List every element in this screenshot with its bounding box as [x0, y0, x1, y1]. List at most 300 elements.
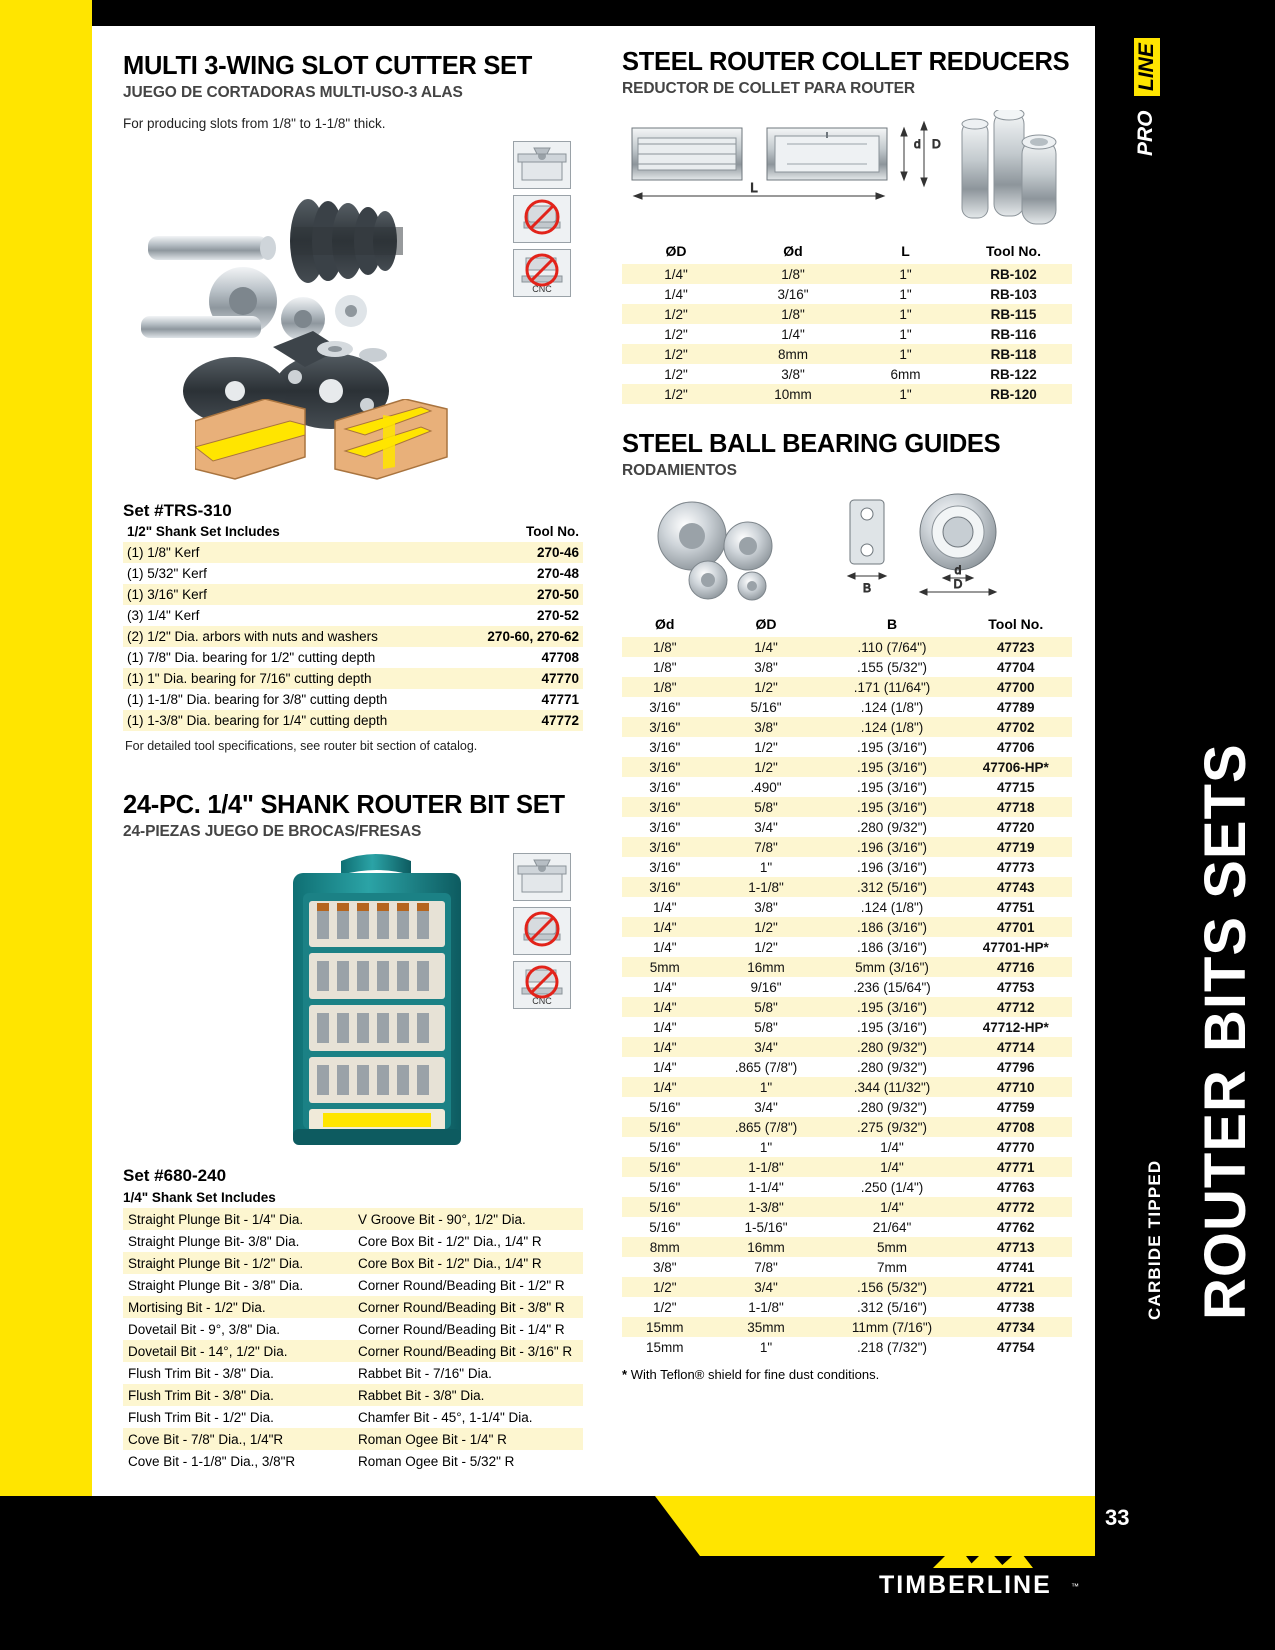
cell-tool: 47702 — [960, 717, 1073, 737]
table-row — [622, 304, 1072, 324]
cell: 1-1/8" — [748, 1299, 784, 1315]
row-desc: (2) 1/2" Dia. arbors with nuts and washers — [123, 626, 458, 647]
cell: 3/16" — [622, 757, 708, 777]
row-desc: (1) 1/8" Kerf — [123, 542, 458, 563]
cell-tool: 47771 — [960, 1157, 1073, 1177]
cell: .156 (5/32") — [825, 1277, 960, 1297]
left-column — [123, 52, 583, 1472]
table-row — [622, 1097, 1072, 1117]
cell: 1/4" — [652, 939, 677, 955]
table-row — [123, 647, 583, 668]
table-row — [622, 717, 1072, 737]
table-row — [622, 1277, 1072, 1297]
section-tab-title: ROUTER BITS SETS — [1193, 743, 1258, 1320]
bearing-guides-title-es: RODAMIENTOS — [622, 462, 737, 479]
cell-tool: 47704 — [996, 659, 1035, 675]
cell: 5/8" — [754, 1019, 778, 1035]
table-row — [123, 689, 583, 710]
bit-set-24-title: 24-PC. 1/4" SHANK ROUTER BIT SET — [123, 791, 565, 819]
slot-cutter-title: MULTI 3-WING SLOT CUTTER SET — [123, 52, 533, 80]
cell: .124 (1/8") — [860, 699, 924, 715]
list-item: Flush Trim Bit - 1/2" Dia. — [128, 1409, 274, 1425]
cell: 3/16" — [649, 819, 681, 835]
cell: 1-1/8" — [708, 877, 825, 897]
cell: 5/16" — [622, 1157, 708, 1177]
table-row — [622, 757, 1072, 777]
cell: .124 (1/8") — [825, 717, 960, 737]
list-item: Corner Round/Beading Bit - 3/8" R — [353, 1296, 583, 1318]
cell-tool: 47759 — [996, 1099, 1035, 1115]
cell: 1/8" — [622, 677, 708, 697]
row-desc: (1) 7/8" Dia. bearing for 1/2" cutting depth — [127, 650, 376, 665]
footnote-asterisk: * — [622, 1367, 628, 1382]
cell: .865 (7/8") — [708, 1117, 825, 1137]
section-tab-subtitle: CARBIDE TIPPED — [1145, 1159, 1164, 1320]
list-item: V Groove Bit - 90°, 1/2" Dia. — [353, 1208, 583, 1230]
table-row — [622, 1157, 1072, 1177]
table-row — [622, 777, 1072, 797]
table-row — [622, 1117, 1072, 1137]
cell-tool: 47741 — [996, 1259, 1035, 1275]
trs310-set-title: Set #TRS-310 — [123, 501, 232, 520]
row-tool: 270-48 — [536, 566, 579, 581]
cell: 1" — [708, 1077, 825, 1097]
cell: 1" — [759, 1139, 773, 1155]
cell: 1/2" — [622, 384, 730, 404]
cell: .195 (3/16") — [856, 1019, 928, 1035]
row-desc: (1) 1" Dia. bearing for 7/16" cutting depth — [123, 668, 458, 689]
collet-reducers-title: STEEL ROUTER COLLET REDUCERS — [622, 48, 1070, 76]
table-row — [622, 384, 1072, 404]
trs310-tool-header: Tool No. — [526, 524, 579, 539]
cell: 3/16" — [622, 877, 708, 897]
svg-text:CNC: CNC — [532, 996, 552, 1006]
list-item: Core Box Bit - 1/2" Dia., 1/4" R — [353, 1252, 583, 1274]
cell: 1/4" — [652, 1019, 677, 1035]
cell: 1/4" — [880, 1139, 904, 1155]
no-cnc-glyph — [514, 250, 570, 296]
row-tool: 270-46 — [458, 542, 583, 563]
slot-cutter-note: For producing slots from 1/8" to 1-1/8" thick. — [123, 116, 386, 131]
cell: 3/4" — [754, 1099, 778, 1115]
col-od-small: Ød — [655, 616, 675, 632]
cell: 1/8" — [652, 659, 677, 675]
cell-tool: 47743 — [960, 877, 1073, 897]
list-item: Straight Plunge Bit- 3/8" Dia. — [128, 1233, 300, 1249]
list-item: Cove Bit - 7/8" Dia., 1/4"R — [123, 1428, 353, 1450]
row-tool: 47771 — [541, 692, 579, 707]
page-number: 33 — [1105, 1505, 1130, 1530]
cell: .312 (5/16") — [825, 877, 960, 897]
cell-tool: 47796 — [996, 1059, 1035, 1075]
slot-cutter-image — [123, 131, 583, 511]
no-handheld-glyph — [514, 908, 570, 954]
usage-icons-slot-cutter — [513, 141, 573, 303]
table-row — [622, 857, 1072, 877]
list-item: Rabbet Bit - 7/16" Dia. — [358, 1365, 492, 1381]
trs310-table — [123, 521, 583, 731]
table-row — [123, 668, 583, 689]
list-item: Corner Round/Beading Bit - 1/4" R — [358, 1321, 565, 1337]
list-item: Flush Trim Bit - 3/8" Dia. — [128, 1365, 274, 1381]
cell: 1" — [759, 1339, 773, 1355]
cell: 1/4" — [781, 326, 805, 342]
cell-tool: 47751 — [996, 899, 1035, 915]
cell: 10mm — [730, 384, 856, 404]
no-handheld-router-icon — [513, 907, 571, 955]
cell: 1/2" — [754, 739, 778, 755]
list-item: Cove Bit - 1-1/8" Dia., 3/8"R — [128, 1453, 296, 1469]
table-row — [622, 817, 1072, 837]
cell: 3/8" — [708, 717, 825, 737]
table-row — [123, 626, 583, 647]
bearing-guides-table — [622, 613, 1072, 1357]
cell-tool: 47710 — [960, 1077, 1073, 1097]
svg-text:L: L — [750, 180, 758, 195]
cell: .275 (9/32") — [825, 1117, 960, 1137]
cell: 1/4" — [652, 1059, 677, 1075]
svg-text:d: d — [954, 563, 962, 577]
table-row — [123, 605, 583, 626]
router-table-glyph — [514, 854, 570, 900]
cell: 8mm — [730, 344, 856, 364]
table-row — [622, 324, 1072, 344]
collet-reducers-title-es: REDUCTOR DE COLLET PARA ROUTER — [622, 80, 915, 97]
slot-cutter-title-es: JUEGO DE CORTADORAS MULTI-USO-3 ALAS — [123, 84, 463, 101]
cell: 6mm — [890, 366, 921, 382]
cell: .280 (9/32") — [856, 1059, 928, 1075]
trs310-fineprint: For detailed tool specifications, see router bit section of catalog. — [125, 739, 478, 753]
cell: 3/8" — [754, 899, 778, 915]
cell-tool: 47734 — [960, 1317, 1073, 1337]
cell: 5/8" — [708, 997, 825, 1017]
cell-tool: 47754 — [996, 1339, 1035, 1355]
cell: 21/64" — [872, 1219, 912, 1235]
table-row — [622, 737, 1072, 757]
table-row — [622, 1057, 1072, 1077]
no-cnc-icon — [513, 961, 571, 1009]
col-tool-no: Tool No. — [988, 616, 1044, 632]
cell: 1/2" — [622, 344, 730, 364]
cell-tool: 47718 — [960, 797, 1073, 817]
table-row — [622, 1197, 1072, 1217]
row-desc: (1) 1-3/8" Dia. bearing for 1/4" cutting depth — [123, 710, 458, 731]
table-row — [622, 657, 1072, 677]
table-row — [622, 1037, 1072, 1057]
cell: 3/16" — [622, 797, 708, 817]
cell-tool: 47708 — [960, 1117, 1073, 1137]
cell: 5/16" — [649, 1219, 681, 1235]
table-row — [622, 877, 1072, 897]
table-row — [622, 1077, 1072, 1097]
collet-diagram-svg — [622, 110, 1072, 230]
cell: 5/16" — [622, 1197, 708, 1217]
list-item: Corner Round/Beading Bit - 1/2" R — [358, 1277, 565, 1293]
cell-tool: 47738 — [996, 1299, 1035, 1315]
list-item: Straight Plunge Bit - 1/4" Dia. — [123, 1208, 353, 1230]
cell: 1" — [899, 286, 912, 302]
cell: 3/16" — [649, 739, 681, 755]
cell: 5/16" — [750, 699, 782, 715]
cell-tool: 47720 — [996, 819, 1035, 835]
cell: .344 (11/32") — [825, 1077, 960, 1097]
table-row — [622, 897, 1072, 917]
cell: .236 (15/64") — [853, 979, 931, 995]
list-item: Chamfer Bit - 45°, 1-1/4" Dia. — [358, 1409, 533, 1425]
svg-text:CNC: CNC — [532, 284, 552, 294]
cell-tool: 47712-HP* — [982, 1019, 1049, 1035]
cell-tool: RB-102 — [955, 264, 1072, 284]
bit-set-24-block — [123, 791, 583, 1472]
cell: 3/16" — [649, 859, 681, 875]
cell: 1/4" — [664, 286, 688, 302]
router-table-icon — [513, 141, 571, 189]
cell: 1/2" — [664, 326, 688, 342]
table-row — [622, 1137, 1072, 1157]
no-cnc-icon — [513, 249, 571, 297]
cell: 3/4" — [708, 1037, 825, 1057]
cell: 8mm — [622, 1237, 708, 1257]
cell: 3/8" — [754, 659, 778, 675]
col-l: L — [901, 243, 910, 259]
cell: 5mm (3/16") — [825, 957, 960, 977]
cell-tool: 47763 — [996, 1179, 1035, 1195]
cell-tool: 47770 — [996, 1139, 1035, 1155]
cell: 1/4" — [652, 979, 677, 995]
bearing-guides-block — [622, 430, 1072, 1382]
bit-set-24-image — [123, 841, 583, 1166]
row-tool: 47708 — [541, 650, 579, 665]
slot-cutter-photo — [123, 141, 483, 441]
bearings-photo — [622, 488, 1072, 608]
list-item: Rabbet Bit - 3/8" Dia. — [353, 1384, 583, 1406]
router-table-glyph — [514, 142, 570, 188]
cell: 1/4" — [622, 917, 708, 937]
cell: .195 (3/16") — [856, 739, 928, 755]
table-row — [622, 1217, 1072, 1237]
cell: .196 (3/16") — [825, 837, 960, 857]
cell: .280 (9/32") — [856, 819, 928, 835]
cell: 16mm — [708, 1237, 825, 1257]
router-table-icon — [513, 853, 571, 901]
table-row — [622, 937, 1072, 957]
cell: 3/16" — [777, 286, 809, 302]
cell: 1/4" — [622, 264, 730, 284]
col-od-small: Ød — [783, 243, 803, 259]
row-tool: 47772 — [458, 710, 583, 731]
cell-tool: 47716 — [960, 957, 1073, 977]
cell-tool: 47701-HP* — [982, 939, 1049, 955]
cell: 1" — [856, 344, 955, 364]
cell: 1/8" — [730, 304, 856, 324]
bit-set-24-set-sub: 1/4" Shank Set Includes — [123, 1190, 276, 1205]
cell-tool: RB-103 — [990, 286, 1037, 302]
svg-text:d: d — [914, 137, 921, 151]
cell: .110 (7/64") — [825, 637, 960, 657]
cell: 7mm — [877, 1259, 907, 1275]
cell: .280 (9/32") — [856, 1099, 928, 1115]
cell: 1/4" — [825, 1197, 960, 1217]
cell: .195 (3/16") — [856, 779, 928, 795]
list-item: Flush Trim Bit - 3/8" Dia. — [123, 1384, 353, 1406]
list-item: Dovetail Bit - 9°, 3/8" Dia. — [128, 1321, 281, 1337]
table-row — [622, 1177, 1072, 1197]
table-row — [123, 563, 583, 584]
table-row — [622, 917, 1072, 937]
list-item: Straight Plunge Bit - 1/2" Dia. — [123, 1252, 353, 1274]
table-row — [622, 1237, 1072, 1257]
trs310-sub-label: 1/2" Shank Set Includes — [127, 524, 280, 539]
cell: .865 (7/8") — [734, 1059, 798, 1075]
list-item: Corner Round/Beading Bit - 3/16" R — [353, 1340, 583, 1362]
table-row — [622, 677, 1072, 697]
cell-tool: 47712 — [960, 997, 1073, 1017]
cell-tool: 47713 — [960, 1237, 1073, 1257]
cell: .171 (11/64") — [825, 677, 960, 697]
wood-sample-illustration — [195, 399, 475, 494]
cell: .312 (5/16") — [856, 1299, 928, 1315]
cell: 1-3/8" — [708, 1197, 825, 1217]
cell: 3/16" — [622, 717, 708, 737]
table-row — [622, 1257, 1072, 1277]
cell: 1" — [899, 326, 912, 342]
cell: 1" — [856, 384, 955, 404]
cell: .195 (3/16") — [825, 997, 960, 1017]
cell: 1/2" — [622, 304, 730, 324]
trs310-set-block — [123, 501, 583, 753]
table-row — [622, 264, 1072, 284]
bit-set-24-set-title: Set #680-240 — [123, 1166, 227, 1185]
proline-line-text: LINE — [1134, 38, 1160, 96]
cell-tool: RB-122 — [990, 366, 1037, 382]
cell: 1/4" — [622, 1077, 708, 1097]
cell: 5mm — [622, 957, 708, 977]
left-yellow-band — [0, 0, 92, 1650]
list-item: Roman Ogee Bit - 5/32" R — [358, 1453, 515, 1469]
bit-set-24-list — [123, 1208, 583, 1472]
cell: 5/8" — [708, 797, 825, 817]
cell: 5/16" — [649, 1139, 681, 1155]
list-item: Dovetail Bit - 14°, 1/2" Dia. — [123, 1340, 353, 1362]
cell: 3/16" — [649, 779, 681, 795]
cell: 1/4" — [622, 997, 708, 1017]
table-row — [622, 997, 1072, 1017]
table-row — [622, 837, 1072, 857]
cell: .195 (3/16") — [825, 797, 960, 817]
cell-tool: 47701 — [960, 917, 1073, 937]
cell: .280 (9/32") — [825, 1037, 960, 1057]
cell-tool: RB-118 — [955, 344, 1072, 364]
cell: 5/16" — [649, 1179, 681, 1195]
table-row — [622, 697, 1072, 717]
table-row — [123, 584, 583, 605]
cell: 1/8" — [622, 637, 708, 657]
table-header-row — [622, 240, 1072, 264]
row-desc: (3) 1/4" Kerf — [127, 608, 200, 623]
footnote-text: With Teflon® shield for fine dust conditions. — [630, 1367, 880, 1382]
cell: 1/2" — [708, 757, 825, 777]
row-desc: (1) 5/32" Kerf — [127, 566, 207, 581]
row-tool: 270-52 — [536, 608, 579, 623]
table-row — [622, 1297, 1072, 1317]
cell: .218 (7/32") — [856, 1339, 928, 1355]
cell-tool: 47706 — [996, 739, 1035, 755]
cell: .195 (3/16") — [825, 757, 960, 777]
cell-tool: RB-116 — [990, 326, 1037, 342]
cell-tool: 47719 — [960, 837, 1073, 857]
table-row — [622, 364, 1072, 384]
svg-text:D: D — [932, 137, 941, 151]
table-header-row — [622, 613, 1072, 637]
row-tool: 270-60, 270-62 — [458, 626, 583, 647]
cell-tool: 47789 — [996, 699, 1035, 715]
cell: 1/4" — [622, 1037, 708, 1057]
bit-list-left — [123, 1208, 353, 1472]
list-item: Straight Plunge Bit - 3/8" Dia. — [128, 1277, 304, 1293]
list-item: Core Box Bit - 1/2" Dia., 1/4" R — [358, 1233, 542, 1249]
table-row — [622, 797, 1072, 817]
table-row — [622, 284, 1072, 304]
cell: 3/4" — [754, 819, 778, 835]
bit-case-photo — [263, 853, 493, 1163]
cell-tool: 47762 — [996, 1219, 1035, 1235]
col-od: ØD — [755, 616, 777, 632]
cell: 1" — [759, 859, 773, 875]
row-tool: 47770 — [458, 668, 583, 689]
list-item: Mortising Bit - 1/2" Dia. — [123, 1296, 353, 1318]
table-row — [622, 637, 1072, 657]
cell-tool: RB-115 — [955, 304, 1072, 324]
cell: 5/16" — [622, 1117, 708, 1137]
svg-text:D: D — [953, 577, 963, 591]
cell: 15mm — [622, 1317, 708, 1337]
no-handheld-glyph — [514, 196, 570, 242]
cell: 11mm (7/16") — [825, 1317, 960, 1337]
cell: 3/8" — [652, 1259, 677, 1275]
trs310-header-row — [123, 521, 583, 542]
collet-diagram — [622, 110, 1072, 240]
cell-tool: 47723 — [960, 637, 1073, 657]
cell: .250 (1/4") — [860, 1179, 924, 1195]
cell-tool: 47753 — [996, 979, 1035, 995]
table-row — [123, 542, 583, 563]
mountain-icon — [875, 1538, 1085, 1572]
bit-list-right — [353, 1208, 583, 1472]
cell: 1/4" — [825, 1157, 960, 1177]
cell: 1/2" — [708, 917, 825, 937]
cell: .490" — [750, 779, 782, 795]
cell: .186 (3/16") — [856, 939, 928, 955]
cell: 16mm — [708, 957, 825, 977]
cell: 1/4" — [708, 637, 825, 657]
cell: 1" — [856, 264, 955, 284]
table-row — [622, 1017, 1072, 1037]
cell: 3/8" — [781, 366, 805, 382]
cell-tool: RB-120 — [955, 384, 1072, 404]
cell: 9/16" — [750, 979, 782, 995]
cell: 1-1/4" — [748, 1179, 784, 1195]
no-handheld-router-icon — [513, 195, 571, 243]
cell: 15mm — [645, 1339, 684, 1355]
cell-tool: 47773 — [996, 859, 1035, 875]
row-tool: 270-50 — [458, 584, 583, 605]
cell-tool: 47721 — [960, 1277, 1073, 1297]
cell: 1/4" — [652, 899, 677, 915]
table-row — [622, 977, 1072, 997]
table-row — [622, 1337, 1072, 1357]
cell: 1/2" — [652, 1299, 677, 1315]
cell-tool: 47714 — [960, 1037, 1073, 1057]
